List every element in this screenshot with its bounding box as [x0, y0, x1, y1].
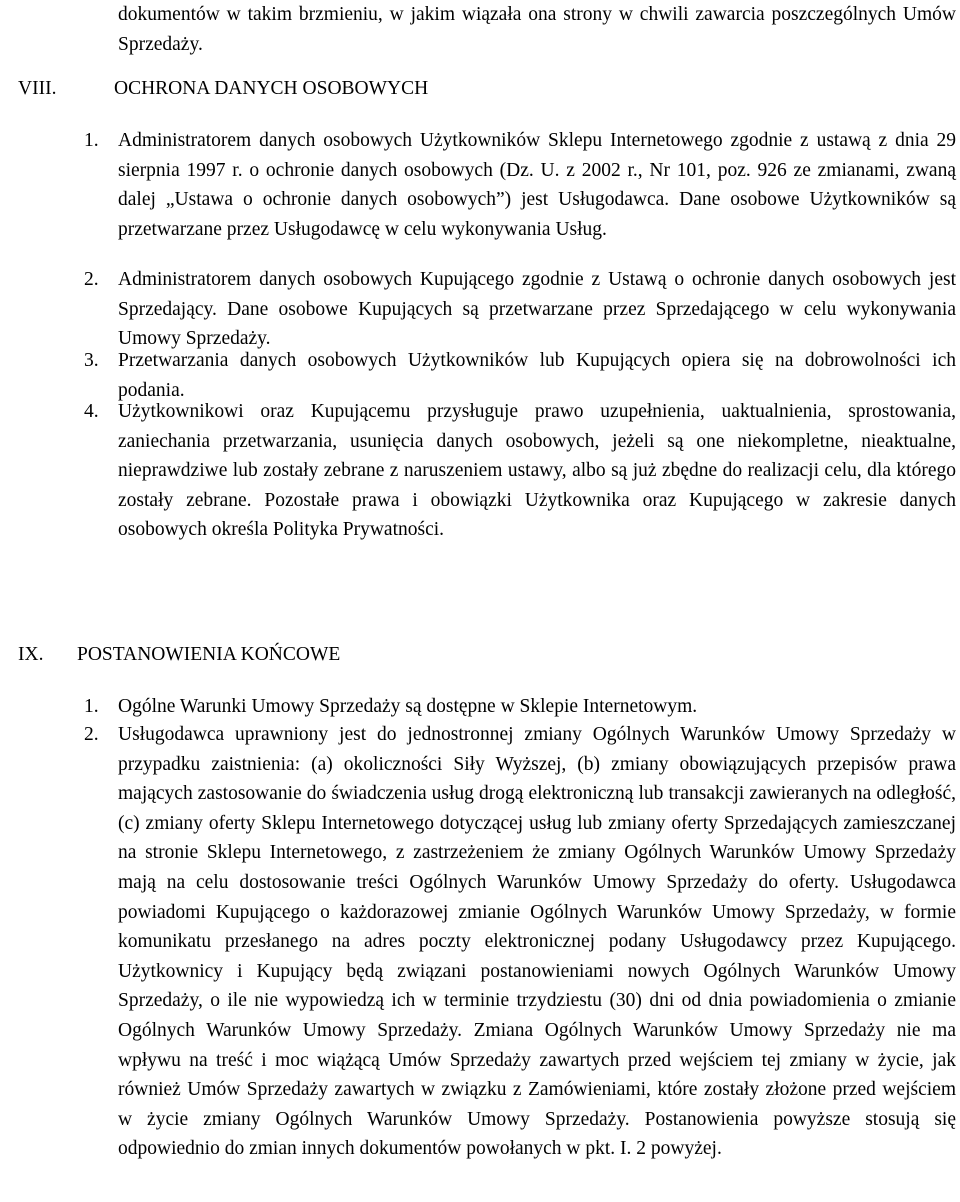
list-item-number: 2. — [84, 269, 99, 290]
list-item-number: 3. — [84, 350, 99, 371]
intro-paragraph: dokumentów w takim brzmieniu, w jakim wiązała ona strony w chwili zawarcia poszczególnych Umów Sprzedaży. — [118, 4, 956, 55]
section-ix-heading — [18, 640, 918, 670]
list-item-text: Administratorem danych osobowych Kupującego zgodnie z Ustawą o ochronie danych osobowych jest Sprzedający. Dane osobowe Kupujących są przetwarzane przez Sprzedającego w celu wykonywania Umowy Sprzedaży. — [118, 269, 956, 350]
list-item-number: 1. — [84, 130, 99, 151]
section-title: POSTANOWIENIA KOŃCOWE — [77, 644, 341, 665]
list-item-number: 1. — [84, 696, 99, 717]
list-item-text: Administratorem danych osobowych Użytkowników Sklepu Internetowego zgodnie z ustawą z dnia 29 sierpnia 1997 r. o ochronie danych osobowych (Dz. U. z 2002 r., Nr 101, poz. 926 ze zmianami, zwaną dalej „Ustawa o ochronie danych osobowych”) jest Usługodawca. Dane osobowe Użytkowników są przetwarzane przez Usługodawcę w celu wykonywania Usług. — [118, 130, 956, 240]
list-item-text: Ogólne Warunki Umowy Sprzedaży są dostępne w Sklepie Internetowym. — [118, 696, 698, 717]
list-item-text: Usługodawca uprawniony jest do jednostronnej zmiany Ogólnych Warunków Umowy Sprzedaży w przypadku zaistnienia: (a) okoliczności Siły Wyższej, (b) zmiany obowiązujących przepisów prawa mających zastosowanie do świadczenia usług drogą elektroniczną lub transakcji zawieranych na odległość, (c) zmiany oferty Sklepu Internetowego dotyczącej usług lub zmiany oferty Sprzedających zamieszczanej na stronie Sklepu Internetowego, z zastrzeżeniem że zmiany Ogólnych Warunków Umowy Sprzedaży mają na celu dostosowanie treści Ogólnych Warunków Umowy Sprzedaży do oferty. Usługodawca powiadomi Kupującego o każdorazowej zmianie Ogólnych Warunków Umowy Sprzedaży, w formie komunikatu przesłanego na adres poczty elektronicznej podany Usługodawcy przez Kupującego. Użytkownicy i Kupujący będą związani postanowieniami nowych Ogólnych Warunków Umowy Sprzedaży, o ile nie wypowiedzą ich w terminie trzydziestu (30) dni od dnia powiadomienia o zmianie Ogólnych Warunków Umowy Sprzedaży. Zmiana Ogólnych Warunków Umowy Sprzedaży nie ma wpływu na treść i moc wiążącą Umów Sprzedaży zawartych przed wejściem tej zmiany w życie, jak również Umów Sprzedaży zawartych w związku z Zamówieniami, które zostały złożone przed wejściem w życie zmiany Ogólnych Warunków Umowy Sprzedaży. Postanowienia powyższe stosują się odpowiednio do zmian innych dokumentów powołanych w pkt. I. 2 powyżej. — [118, 724, 956, 1160]
section-viii-heading — [18, 74, 918, 104]
list-item-number: 2. — [84, 724, 99, 745]
list-item-number: 4. — [84, 401, 99, 422]
list-item-text: Użytkownikowi oraz Kupującemu przysługuje prawo uzupełnienia, uaktualnienia, sprostowania, zaniechania przetwarzania, usunięcia danych osobowych, jeżeli są one niekompletne, nieaktualne, nieprawdziwe lub zostały zebrane z naruszeniem ustawy, albo są już zbędne do realizacji celu, dla którego zostały zebrane. Pozostałe prawa i obowiązki Użytkownika oraz Kupującego w zakresie danych osobowych określa Polityka Prywatności. — [118, 401, 956, 541]
list-item-text: Przetwarzania danych osobowych Użytkowników lub Kupujących opiera się na dobrowolności ich podania. — [118, 350, 956, 401]
section-numeral: IX. — [18, 644, 44, 665]
section-title: OCHRONA DANYCH OSOBOWYCH — [114, 78, 429, 99]
section-numeral: VIII. — [18, 78, 57, 99]
